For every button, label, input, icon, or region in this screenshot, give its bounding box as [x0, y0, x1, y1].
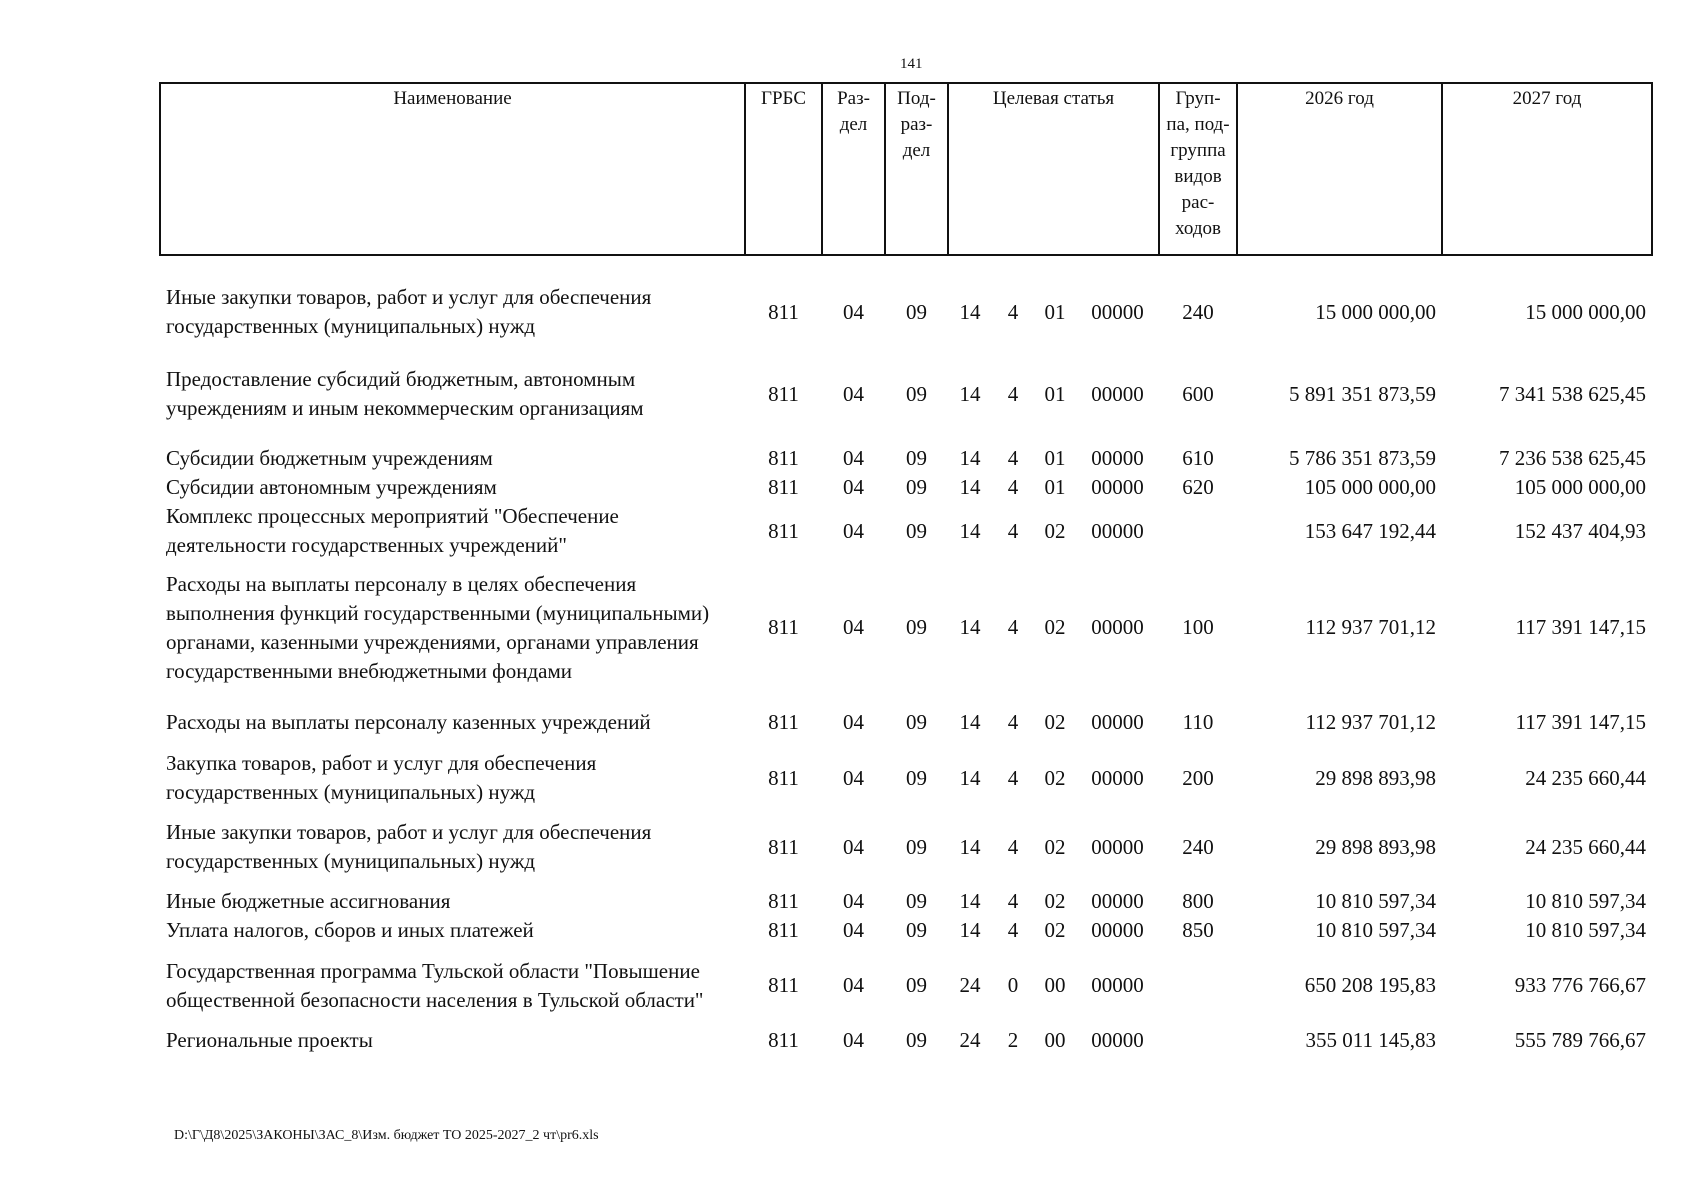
row-target-direction: 00000 — [1091, 918, 1144, 942]
row-target-direction: 00000 — [1091, 709, 1144, 734]
row-target-type: 4 — [1007, 518, 1019, 543]
row-target-type: 4 — [1007, 765, 1019, 790]
row-target-type: 0 — [1007, 973, 1019, 997]
row-target-program: 14 — [959, 918, 981, 942]
row-grbs: 811 — [768, 973, 799, 997]
table-row — [160, 354, 1652, 434]
table-row — [160, 444, 1652, 473]
row-target-direction: 00000 — [1091, 889, 1144, 913]
row-expense-group: 200 — [1182, 765, 1214, 790]
row-target-event: 02 — [1044, 889, 1066, 913]
row-grbs: 811 — [768, 299, 799, 324]
table-row — [160, 473, 1652, 502]
row-target-event: 02 — [1044, 918, 1066, 942]
row-target-event: 01 — [1044, 299, 1066, 324]
row-name: Иные бюджетные ассигнования — [166, 889, 451, 913]
page-number: 141 — [900, 56, 923, 72]
row-amount-2026: 29 898 893,98 — [1315, 834, 1437, 859]
row-amount-2026: 29 898 893,98 — [1315, 765, 1437, 790]
row-target-program: 14 — [959, 446, 981, 470]
row-amount-2027: 933 776 766,67 — [1514, 973, 1647, 997]
row-razdel: 04 — [843, 973, 864, 997]
header-target: Целевая статья — [948, 83, 1159, 255]
row-name: Государственная программа Тульской области "Повышение общественной безопасности населения в Тульской области" — [166, 958, 704, 1012]
row-expense-group — [1159, 502, 1237, 560]
row-target-event: 02 — [1044, 518, 1066, 543]
row-amount-2026: 355 011 145,83 — [1305, 1028, 1437, 1052]
row-razdel: 04 — [843, 615, 864, 639]
row-podrazdel: 09 — [906, 381, 927, 406]
row-grbs: 811 — [768, 518, 799, 543]
row-razdel: 04 — [843, 918, 864, 942]
row-target-type: 4 — [1007, 918, 1019, 942]
row-target-program: 14 — [959, 615, 981, 639]
table-header — [160, 83, 1652, 255]
row-target-direction: 00000 — [1091, 765, 1144, 790]
row-target-event: 01 — [1044, 475, 1066, 499]
row-amount-2026: 112 937 701,12 — [1305, 615, 1437, 639]
row-target-event: 02 — [1044, 765, 1066, 790]
row-name: Уплата налогов, сборов и иных платежей — [166, 918, 534, 942]
row-razdel: 04 — [843, 765, 864, 790]
row-target-program: 14 — [959, 381, 981, 406]
row-grbs: 811 — [768, 918, 799, 942]
row-razdel: 04 — [843, 889, 864, 913]
row-expense-group: 800 — [1182, 889, 1214, 913]
header-vr: Груп- па, под- группа видов рас- ходов — [1159, 83, 1237, 255]
row-name: Субсидии бюджетным учреждениям — [166, 446, 493, 470]
row-expense-group: 100 — [1182, 615, 1214, 639]
table-row — [160, 560, 1652, 695]
row-amount-2027: 7 341 538 625,45 — [1499, 381, 1647, 406]
table-row — [160, 1026, 1652, 1055]
row-target-event: 02 — [1044, 834, 1066, 859]
row-name: Субсидии автономным учреждениям — [166, 475, 497, 499]
row-podrazdel: 09 — [906, 709, 927, 734]
row-amount-2026: 5 891 351 873,59 — [1289, 381, 1437, 406]
row-podrazdel: 09 — [906, 973, 927, 997]
row-amount-2026: 5 786 351 873,59 — [1289, 446, 1437, 470]
row-target-event: 02 — [1044, 615, 1066, 639]
row-target-direction: 00000 — [1091, 615, 1144, 639]
row-amount-2027: 117 391 147,15 — [1515, 709, 1647, 734]
row-target-program: 24 — [959, 1028, 981, 1052]
row-target-type: 4 — [1007, 834, 1019, 859]
row-target-direction: 00000 — [1091, 973, 1144, 997]
table-row — [160, 916, 1652, 945]
row-podrazdel: 09 — [906, 918, 927, 942]
row-target-program: 24 — [959, 973, 981, 997]
row-amount-2027: 10 810 597,34 — [1525, 918, 1647, 942]
row-grbs: 811 — [768, 889, 799, 913]
table-row — [160, 270, 1652, 354]
row-podrazdel: 09 — [906, 299, 927, 324]
row-grbs: 811 — [768, 446, 799, 470]
row-amount-2027: 15 000 000,00 — [1525, 299, 1647, 324]
row-podrazdel: 09 — [906, 889, 927, 913]
row-amount-2027: 10 810 597,34 — [1525, 889, 1647, 913]
row-target-type: 4 — [1007, 446, 1019, 470]
row-expense-group: 240 — [1182, 834, 1214, 859]
row-target-type: 4 — [1007, 615, 1019, 639]
row-expense-group: 600 — [1182, 381, 1214, 406]
row-amount-2026: 112 937 701,12 — [1305, 709, 1437, 734]
header-razdel: Раз- дел — [822, 83, 885, 255]
table-row — [160, 807, 1652, 887]
row-amount-2027: 24 235 660,44 — [1525, 834, 1647, 859]
row-amount-2026: 153 647 192,44 — [1304, 518, 1437, 543]
row-target-program: 14 — [959, 299, 981, 324]
row-target-direction: 00000 — [1091, 475, 1144, 499]
row-expense-group: 620 — [1182, 475, 1214, 499]
table-body — [160, 255, 1652, 1055]
row-target-direction: 00000 — [1091, 1028, 1144, 1052]
row-name: Расходы на выплаты персоналу казенных учреждений — [166, 709, 651, 734]
row-name: Расходы на выплаты персоналу в целях обеспечения выполнения функций государственными (муниципальными) органами, казенными учреждениями, органами управления государственными внебюджетными фондами — [166, 571, 710, 683]
row-target-program: 14 — [959, 765, 981, 790]
row-amount-2027: 152 437 404,93 — [1514, 518, 1647, 543]
row-podrazdel: 09 — [906, 834, 927, 859]
row-expense-group: 110 — [1182, 709, 1214, 734]
row-target-direction: 00000 — [1091, 834, 1144, 859]
row-amount-2027: 117 391 147,15 — [1515, 615, 1647, 639]
row-target-type: 4 — [1007, 381, 1019, 406]
row-amount-2026: 15 000 000,00 — [1315, 299, 1437, 324]
budget-table — [159, 82, 1653, 1055]
row-razdel: 04 — [843, 1028, 864, 1052]
row-expense-group — [1159, 1026, 1237, 1055]
row-target-event: 00 — [1044, 1028, 1066, 1052]
header-grbs: ГРБС — [745, 83, 822, 255]
row-expense-group — [1159, 945, 1237, 1026]
row-amount-2027: 555 789 766,67 — [1514, 1028, 1647, 1052]
row-name: Иные закупки товаров, работ и услуг для обеспечения государственных (муниципальных) нужд — [166, 285, 652, 338]
row-name: Региональные проекты — [166, 1028, 373, 1052]
row-target-program: 14 — [959, 834, 981, 859]
row-target-direction: 00000 — [1091, 381, 1144, 406]
row-amount-2027: 7 236 538 625,45 — [1499, 446, 1647, 470]
row-grbs: 811 — [768, 709, 799, 734]
row-target-type: 4 — [1007, 475, 1019, 499]
row-amount-2026: 105 000 000,00 — [1304, 475, 1437, 499]
header-2027: 2027 год — [1442, 83, 1652, 255]
row-amount-2027: 24 235 660,44 — [1525, 765, 1647, 790]
row-expense-group: 240 — [1182, 299, 1214, 324]
row-podrazdel: 09 — [906, 765, 927, 790]
row-target-type: 4 — [1007, 299, 1019, 324]
row-target-event: 01 — [1044, 446, 1066, 470]
row-target-type: 2 — [1007, 1028, 1019, 1052]
row-podrazdel: 09 — [906, 1028, 927, 1052]
row-target-event: 02 — [1044, 709, 1066, 734]
row-target-program: 14 — [959, 518, 981, 543]
row-razdel: 04 — [843, 299, 864, 324]
row-target-program: 14 — [959, 709, 981, 734]
row-grbs: 811 — [768, 765, 799, 790]
table-row — [160, 502, 1652, 560]
row-target-event: 00 — [1044, 973, 1066, 997]
row-grbs: 811 — [768, 1028, 799, 1052]
row-razdel: 04 — [843, 475, 864, 499]
header-name: Наименование — [160, 83, 745, 255]
row-podrazdel: 09 — [906, 615, 927, 639]
row-podrazdel: 09 — [906, 475, 927, 499]
table-row — [160, 945, 1652, 1026]
row-target-direction: 00000 — [1091, 299, 1144, 324]
row-amount-2027: 105 000 000,00 — [1514, 475, 1647, 499]
row-target-direction: 00000 — [1091, 446, 1144, 470]
row-target-program: 14 — [959, 475, 981, 499]
row-grbs: 811 — [768, 381, 799, 406]
row-amount-2026: 650 208 195,83 — [1304, 973, 1437, 997]
row-razdel: 04 — [843, 381, 864, 406]
row-razdel: 04 — [843, 834, 864, 859]
header-podrazdel: Под- раз- дел — [885, 83, 948, 255]
row-razdel: 04 — [843, 446, 864, 470]
row-target-program: 14 — [959, 889, 981, 913]
row-target-direction: 00000 — [1091, 518, 1144, 543]
row-grbs: 811 — [768, 615, 799, 639]
row-name: Предоставление субсидий бюджетным, автономным учреждениям и иным некоммерческим организациям — [166, 367, 644, 420]
row-podrazdel: 09 — [906, 446, 927, 470]
row-razdel: 04 — [843, 518, 864, 543]
table-row — [160, 749, 1652, 807]
row-expense-group: 850 — [1182, 918, 1214, 942]
row-razdel: 04 — [843, 709, 864, 734]
header-2026: 2026 год — [1237, 83, 1442, 255]
row-target-type: 4 — [1007, 889, 1019, 913]
row-expense-group: 610 — [1182, 446, 1214, 470]
row-grbs: 811 — [768, 475, 799, 499]
table-row — [160, 695, 1652, 749]
row-name: Комплекс процессных мероприятий "Обеспечение деятельности государственных учреждений" — [166, 504, 619, 557]
row-grbs: 811 — [768, 834, 799, 859]
row-podrazdel: 09 — [906, 518, 927, 543]
row-amount-2026: 10 810 597,34 — [1315, 889, 1437, 913]
row-target-type: 4 — [1007, 709, 1019, 734]
table-row — [160, 887, 1652, 916]
row-target-event: 01 — [1044, 381, 1066, 406]
row-amount-2026: 10 810 597,34 — [1315, 918, 1437, 942]
row-name: Закупка товаров, работ и услуг для обеспечения государственных (муниципальных) нужд — [166, 751, 597, 804]
row-name: Иные закупки товаров, работ и услуг для обеспечения государственных (муниципальных) нужд — [166, 820, 652, 873]
file-path-footer: D:\Г\Д8\2025\ЗАКОНЫ\ЗАС_8\Изм. бюджет ТО 2025-2027_2 чт\pr6.xls — [174, 1128, 599, 1143]
